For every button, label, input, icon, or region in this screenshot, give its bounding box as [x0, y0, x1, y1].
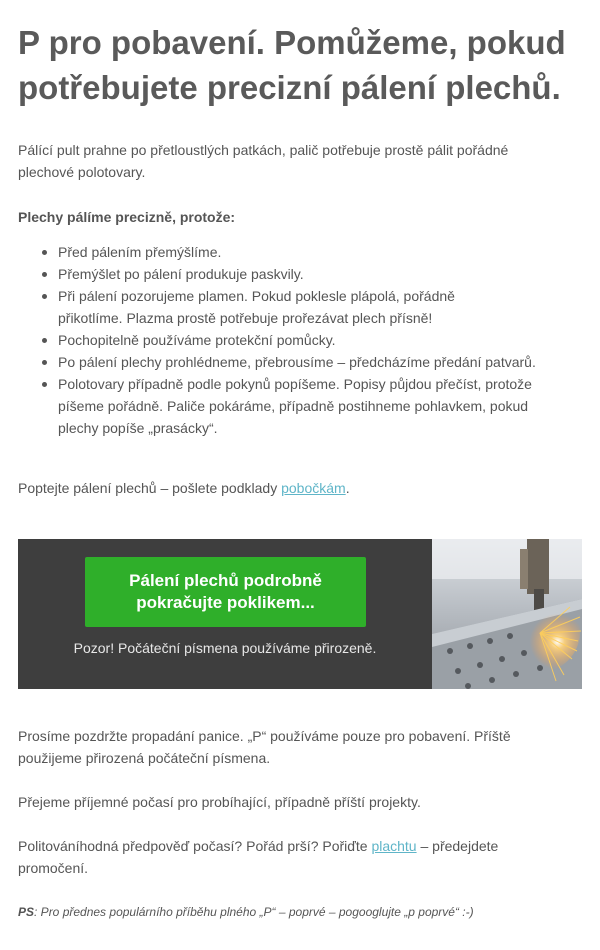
weather-suffix: – předejdete promočení.	[18, 838, 499, 876]
details-button[interactable]: Pálení plechů podrobně pokračujte poklikem...	[85, 557, 366, 627]
plasma-cutting-photo	[432, 539, 582, 689]
wishes-paragraph: Přejeme příjemné počasí pro probíhající, případně příští projekty.	[18, 794, 421, 810]
intro-paragraph: Pálící pult prahne po přetloustlých patkách, palič potřebuje prostě pálit pořádné plechové polotovary.	[18, 142, 509, 180]
list-item-text: Přemýšlet po pálení produkuje paskvily.	[58, 266, 304, 282]
list-item	[18, 373, 578, 439]
branches-link[interactable]: pobočkám	[281, 480, 346, 496]
list-item-text: Pochopitelně používáme protekční pomůcky.	[58, 332, 336, 348]
weather-paragraph	[18, 835, 563, 879]
bullet-icon	[42, 272, 47, 277]
list-item	[18, 351, 578, 373]
bullet-icon	[42, 338, 47, 343]
inquiry-suffix: .	[345, 480, 350, 496]
banner-note: Pozor! Počáteční písmena používáme přirozeně.	[73, 640, 377, 656]
inquiry-paragraph	[18, 477, 563, 499]
ps-label: PS	[18, 905, 35, 919]
bullet-icon	[42, 294, 47, 299]
bullet-icon	[42, 382, 47, 387]
weather-text: Politováníhodná předpověď počasí? Pořád prší? Pořiďte	[18, 838, 372, 854]
reasons-list	[18, 241, 578, 439]
page-title: P pro pobavení. Pomůžeme, pokud potřebujete precizní pálení plechů.	[18, 24, 566, 106]
list-item-text: Při pálení pozorujeme plamen. Pokud poklesle plápolá, pořádně přikotlíme. Plazma prostě potřebuje prořezávat plech přísně!	[58, 288, 455, 326]
list-item-text: Po pálení plechy prohlédneme, přebrousíme – předcházíme předání patvarů.	[58, 354, 536, 370]
list-item-text: Polotovary případně podle pokynů popíšeme. Popisy půjdou přečíst, protože píšeme pořádně. Paliče pokáráme, případně postihneme pohlavkem, pokud plechy popíše „prasácky“.	[58, 376, 532, 436]
reasons-heading: Plechy pálíme precizně, protože:	[18, 209, 236, 225]
list-item	[18, 329, 578, 351]
postscript	[18, 902, 578, 922]
bullet-icon	[42, 250, 47, 255]
list-item-text: Před pálením přemýšlíme.	[58, 244, 222, 260]
list-item	[18, 285, 578, 329]
ps-text: : Pro přednes populárního příběhu plného „P“ – poprvé – pogooglujte „p poprvé“ :-)	[34, 905, 474, 919]
list-item	[18, 241, 578, 263]
apology-paragraph: Prosíme pozdržte propadání panice. „P“ používáme pouze pro pobavení. Příště použijeme přirozená počáteční písmena.	[18, 728, 511, 766]
inquiry-text: Poptejte pálení plechů – pošlete podklady	[18, 480, 282, 496]
promo-banner	[18, 539, 582, 689]
bullet-icon	[42, 360, 47, 365]
list-item	[18, 263, 578, 285]
tarp-link[interactable]: plachtu	[371, 838, 417, 854]
